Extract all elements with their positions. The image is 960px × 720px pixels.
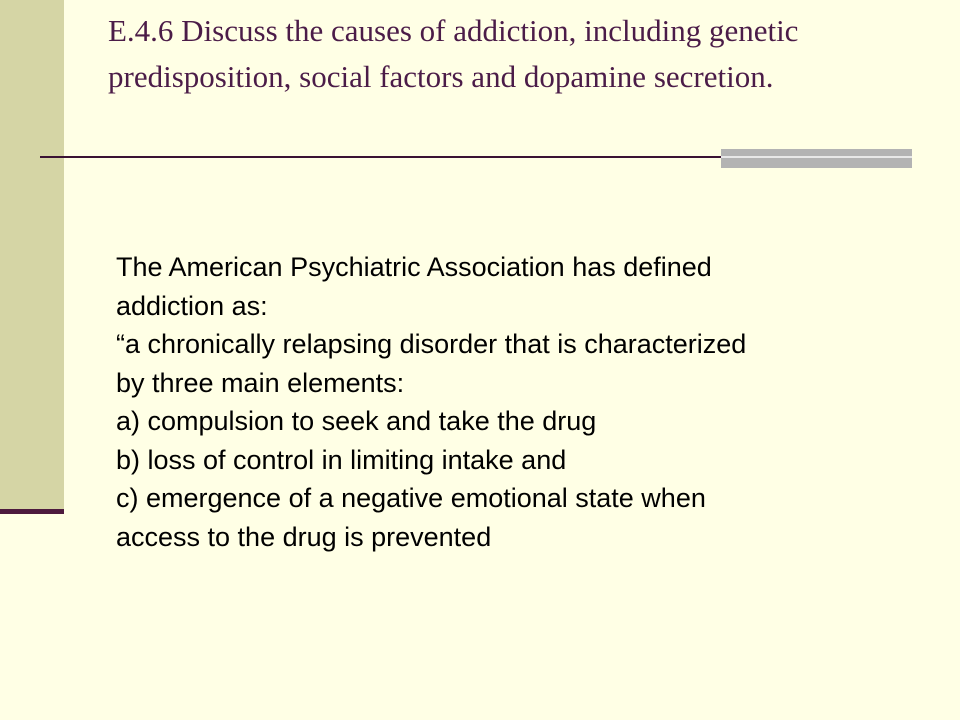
slide-title bbox=[108, 8, 928, 100]
body-line-2: addiction as: bbox=[116, 290, 268, 321]
body-line-3: “a chronically relapsing disorder that is characterized bbox=[116, 329, 747, 359]
body-line-1: The American Psychiatric Association has defined bbox=[116, 252, 712, 282]
slide-title-line-1: E.4.6 Discuss the causes of addiction, including genetic bbox=[108, 13, 799, 48]
title-divider-accent bbox=[721, 149, 912, 168]
body-line-6: b) loss of control in limiting intake and bbox=[116, 444, 567, 475]
body-line-7: c) emergence of a negative emotional state when bbox=[116, 483, 706, 513]
side-bar-underline bbox=[0, 509, 64, 514]
body-line-5: a) compulsion to seek and take the drug bbox=[116, 406, 597, 436]
body-line-8: access to the drug is prevented bbox=[116, 521, 492, 552]
slide-title-line-2: predisposition, social factors and dopamine secretion. bbox=[108, 59, 774, 94]
body-line-4: by three main elements: bbox=[116, 367, 405, 398]
title-divider-accent-highlight bbox=[721, 156, 912, 158]
slide-body bbox=[116, 248, 906, 556]
side-bar-decoration bbox=[0, 0, 64, 512]
